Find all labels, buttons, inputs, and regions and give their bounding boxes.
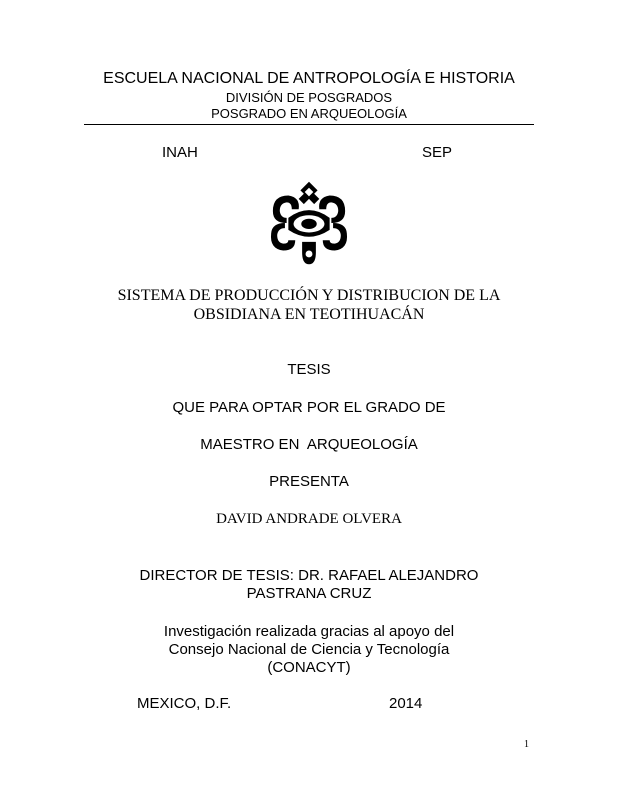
institution-inah: INAH (162, 144, 198, 161)
director-line-1: DIRECTOR DE TESIS: DR. RAFAEL ALEJANDRO (139, 567, 479, 584)
header-divider (84, 124, 534, 125)
division-name: DIVISIÓN DE POSGRADOS (225, 90, 393, 105)
year-label: 2014 (389, 695, 423, 712)
institution-sep: SEP (422, 144, 453, 161)
program-name: POSGRADO EN ARQUEOLOGÍA (211, 106, 407, 121)
director-line-2: PASTRANA CRUZ (246, 585, 372, 602)
document-type: TESIS (287, 361, 331, 378)
acknowledgment-line-1: Investigación realizada gracias al apoyo del (163, 623, 455, 640)
school-name: ESCUELA NACIONAL DE ANTROPOLOGÍA E HISTORIA (103, 70, 515, 87)
aztec-glyph-emblem-icon (266, 180, 352, 266)
acknowledgment-line-2: Consejo Nacional de Ciencia y Tecnología (168, 641, 450, 658)
page-number: 1 (524, 739, 529, 750)
thesis-title-line-2: OBSIDIANA EN TEOTIHUACÁN (193, 306, 425, 323)
acknowledgment-line-3: (CONACYT) (267, 659, 351, 676)
author-name: DAVID ANDRADE OLVERA (216, 511, 402, 527)
presents-label: PRESENTA (269, 473, 349, 490)
thesis-title-line-1: SISTEMA DE PRODUCCIÓN Y DISTRIBUCION DE LA (117, 287, 501, 304)
degree-line-2: MAESTRO EN ARQUEOLOGÍA (200, 436, 418, 453)
degree-line-1: QUE PARA OPTAR POR EL GRADO DE (172, 399, 446, 416)
place-label: MEXICO, D.F. (137, 695, 232, 712)
